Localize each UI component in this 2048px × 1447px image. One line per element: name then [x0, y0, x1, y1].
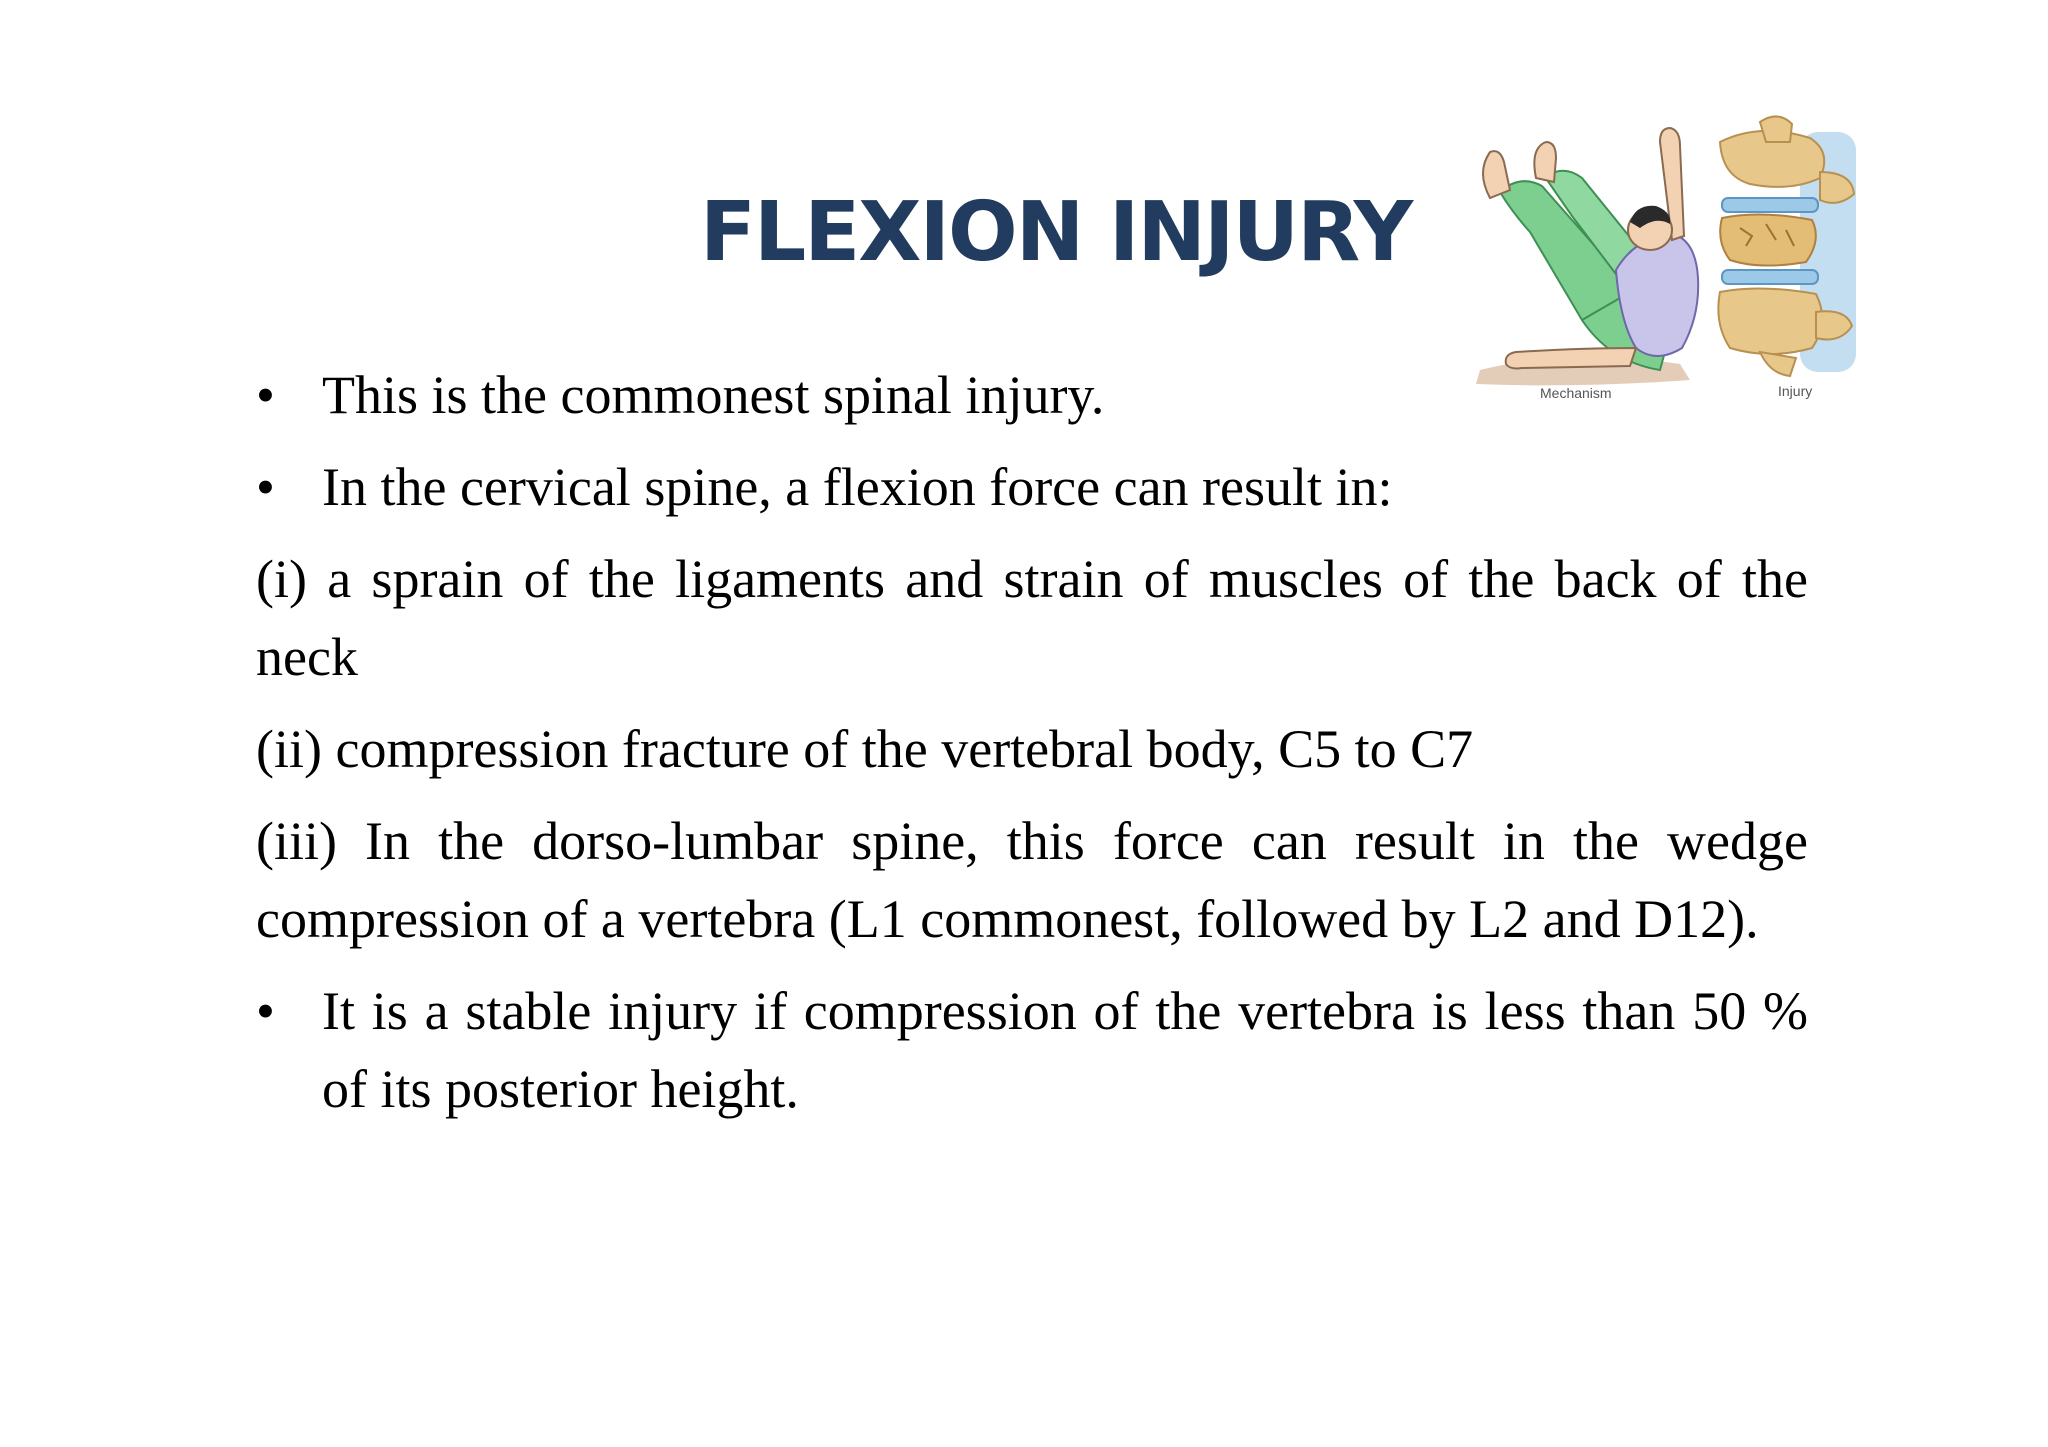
bullet-marker: •	[256, 981, 275, 1041]
bullet-marker: •	[256, 365, 275, 425]
bullet-item	[256, 972, 1808, 1128]
slide-title: FLEXION INJURY	[700, 185, 1412, 280]
list-item-iii: (iii) In the dorso-lumbar spine, this force can result in the wedge compression of a vertebra (L1 commonest, followed by L2 and D12).	[256, 811, 1808, 949]
list-item-i: (i) a sprain of the ligaments and strain of muscles of the back of the neck	[256, 549, 1808, 687]
list-item-ii: (ii) compression fracture of the vertebral body, C5 to C7	[256, 719, 1474, 779]
slide-body	[256, 356, 1808, 1142]
bullet-item	[256, 356, 1808, 434]
mechanism-label: Mechanism	[1540, 385, 1612, 401]
bullet-text: In the cervical spine, a flexion force can result in:	[322, 457, 1393, 517]
bullet-marker: •	[256, 457, 275, 517]
bullet-text: This is the commonest spinal injury.	[322, 365, 1105, 425]
injury-label: Injury	[1778, 383, 1813, 399]
bullet-item	[256, 448, 1808, 526]
bullet-text: It is a stable injury if compression of the vertebra is less than 50 % of its posterior height.	[322, 981, 1808, 1119]
